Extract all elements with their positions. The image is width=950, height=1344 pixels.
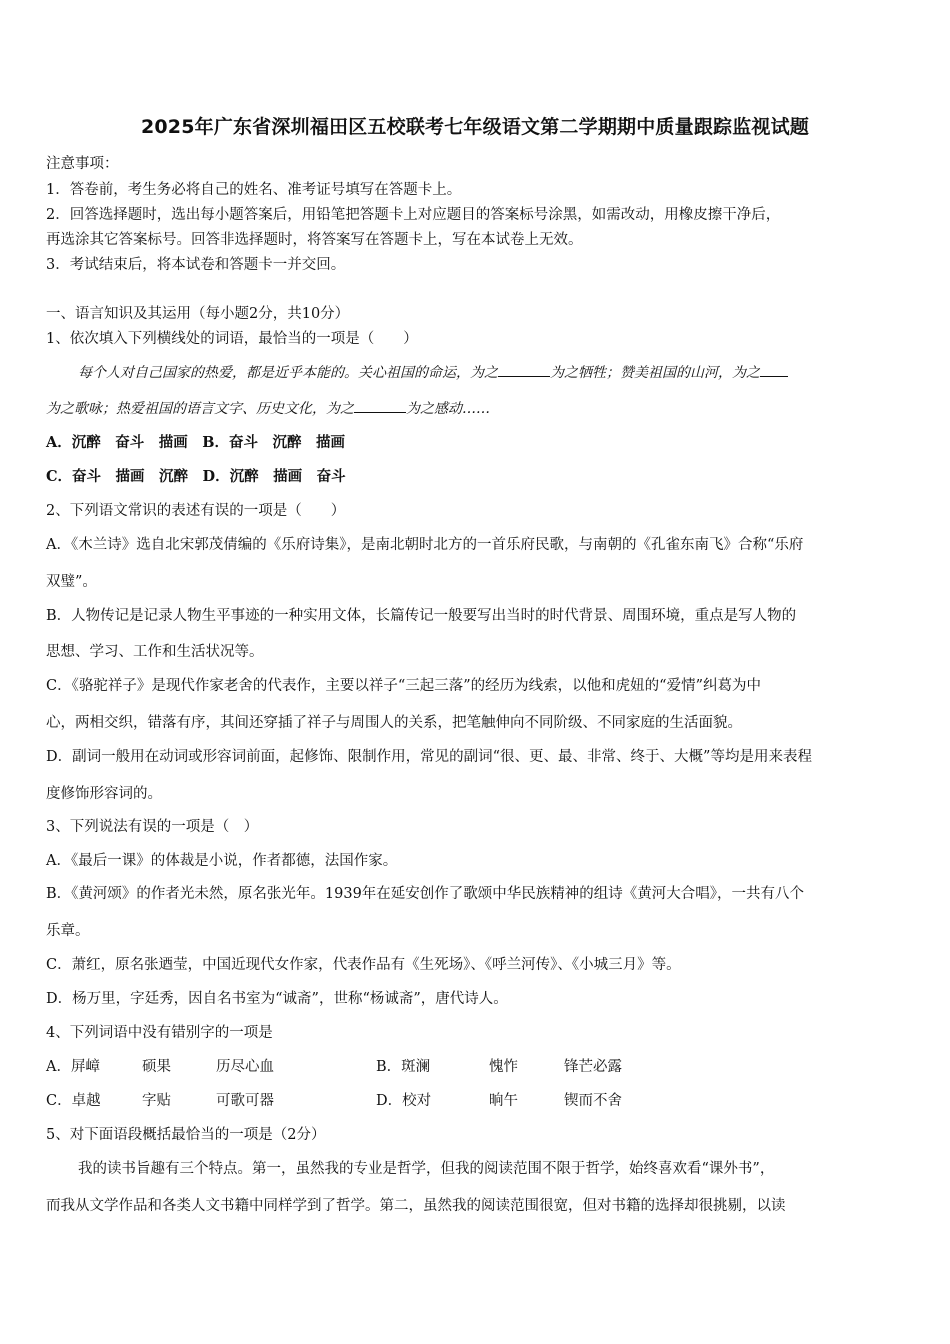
page-title: 2025年广东省深圳福田区五校联考七年级语文第二学期期中质量跟踪监视试题 xyxy=(140,116,810,138)
option-word: 愧怍 xyxy=(489,1059,518,1075)
notice-line: 1．答卷前，考生务必将自己的姓名、准考证号填写在答题卡上。 xyxy=(46,182,462,198)
fill-blank xyxy=(498,362,550,377)
notice-line: 再选涂其它答案标号。回答非选择题时，将答案写在答题卡上，写在本试卷上无效。 xyxy=(46,232,583,248)
question-stem: 5、对下面语段概括最恰当的一项是（2分） xyxy=(46,1127,326,1143)
option-word: 字贴 xyxy=(142,1093,171,1109)
fill-blank xyxy=(354,398,406,413)
passage-line xyxy=(78,362,788,382)
option-word: 硕果 xyxy=(142,1059,171,1075)
option-line: D．杨万里，字廷秀，因自名书室为“诚斋”，世称“杨诚斋”，唐代诗人。 xyxy=(46,991,508,1007)
option-line: 心，两相交织，错落有序，其间还穿插了祥子与周围人的关系，把笔触伸向不同阶级、不同家庭的生活面貌。 xyxy=(46,715,742,731)
option-word: A．屏嶂 xyxy=(46,1059,100,1075)
option-line: C．萧红，原名张迺莹，中国近现代女作家，代表作品有《生死场》、《呼兰河传》、《小城三月》等。 xyxy=(46,957,681,973)
passage-line: 而我从文学作品和各类人文书籍中同样学到了哲学。第二，虽然我的阅读范围很宽，但对书籍的选择却很挑剔，以读 xyxy=(46,1198,786,1214)
option-line: C．《骆驼祥子》是现代作家老舍的代表作，主要以祥子“三起三落”的经历为线索，以他和虎妞的“爱情”纠葛为中 xyxy=(46,678,761,694)
option-line: B．人物传记是记录人物生平事迹的一种实用文体，长篇传记一般要写出当时的时代背景、周围环境，重点是写人物的 xyxy=(46,608,797,624)
passage-text: 为之歌咏；热爱祖国的语言文字、历史文化，为之 xyxy=(46,401,354,417)
option-line: 双璧”。 xyxy=(46,574,97,590)
question-stem: 1、依次填入下列横线处的词语，最恰当的一项是（ ） xyxy=(46,331,418,347)
question-stem: 4、下列词语中没有错别字的一项是 xyxy=(46,1025,273,1041)
notice-line: 2．回答选择题时，选出每小题答案后，用铅笔把答题卡上对应题目的答案标号涂黑，如需改动，用橡皮擦干净后， xyxy=(46,207,781,223)
passage-text: 为之感动…… xyxy=(406,401,490,417)
notice-heading: 注意事项： xyxy=(46,156,119,172)
passage-text: 每个人对自己国家的热爱，都是近乎本能的。关心祖国的命运，为之 xyxy=(78,365,498,381)
option-line: B．《黄河颂》的作者光未然，原名张光年。1939年在延安创作了歌颂中华民族精神的组诗《黄河大合唱》，一共有八个 xyxy=(46,886,805,902)
passage-line: 我的读书旨趣有三个特点。第一，虽然我的专业是哲学，但我的阅读范围不限于哲学，始终喜欢看“课外书”， xyxy=(78,1161,775,1177)
option-line: A．沉醉 奋斗 描画 B．奋斗 沉醉 描画 xyxy=(46,434,346,451)
passage-line xyxy=(46,398,490,418)
option-line: D．副词一般用在动词或形容词前面，起修饰、限制作用，常见的副词“很、更、最、非常、终于、大概”等均是用来表程 xyxy=(46,749,812,765)
option-word: D．校对 xyxy=(376,1093,432,1109)
option-line: 度修饰形容词的。 xyxy=(46,786,162,802)
option-word: C．卓越 xyxy=(46,1093,101,1109)
option-word: 可歌可器 xyxy=(216,1093,274,1109)
option-word: 历尽心血 xyxy=(216,1059,274,1075)
question-stem: 3、下列说法有误的一项是（ ） xyxy=(46,819,259,835)
notice-line: 3．考试结束后，将本试卷和答题卡一并交回。 xyxy=(46,257,346,273)
option-word: B．斑澜 xyxy=(376,1059,431,1075)
option-word: 锲而不舍 xyxy=(564,1093,622,1109)
option-line: C．奋斗 描画 沉醉 D．沉醉 描画 奋斗 xyxy=(46,468,346,485)
option-line: 乐章。 xyxy=(46,923,90,939)
option-word: 锋芒必露 xyxy=(564,1059,622,1075)
option-word: 晌午 xyxy=(489,1093,518,1109)
question-stem: 2、下列语文常识的表述有误的一项是（ ） xyxy=(46,503,346,519)
section-heading: 一、语言知识及其运用（每小题2分，共10分） xyxy=(46,306,350,322)
passage-text: 为之牺牲；赞美祖国的山河，为之 xyxy=(550,365,760,381)
option-line: A．《木兰诗》选自北宋郭茂倩编的《乐府诗集》，是南北朝时北方的一首乐府民歌，与南朝的《孔雀东南飞》合称“乐府 xyxy=(46,537,804,553)
fill-blank xyxy=(760,362,788,377)
option-line: 思想、学习、工作和生活状况等。 xyxy=(46,644,264,660)
option-line: A．《最后一课》的体裁是小说，作者都德，法国作家。 xyxy=(46,853,398,869)
